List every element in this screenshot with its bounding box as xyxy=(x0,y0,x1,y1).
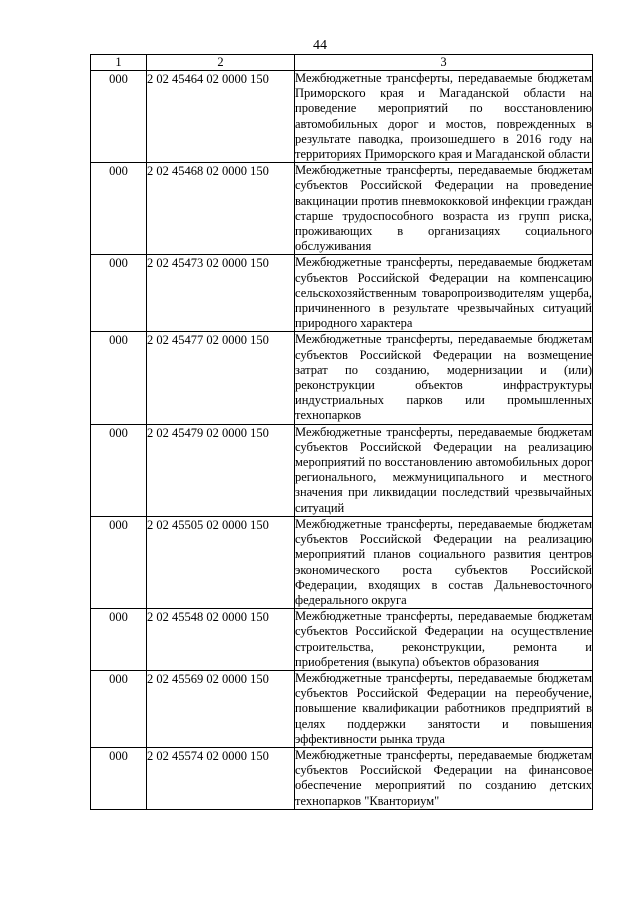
table-row xyxy=(91,424,593,516)
table-row xyxy=(91,747,593,809)
kbk-code-cell: 2 02 45464 02 0000 150 xyxy=(147,71,295,163)
budget-table xyxy=(90,54,593,810)
table-row xyxy=(91,255,593,332)
table-row xyxy=(91,609,593,671)
admin-code-cell: 000 xyxy=(91,516,147,608)
description-cell: Межбюджетные трансферты, передаваемые бюджетам субъектов Российской Федерации на реализацию мероприятий по восстановлению автомобильных дорог регионального, межмуниципального и местного значения при ликвидации последствий чрезвычайных ситуаций xyxy=(295,424,592,515)
description-cell: Межбюджетные трансферты, передаваемые бюджетам субъектов Российской Федерации на реализацию мероприятий планов социального развития центров экономического роста субъектов Российской Федерации, входящих в состав Дальневосточного федерального округа xyxy=(295,516,592,607)
kbk-code-cell: 2 02 45477 02 0000 150 xyxy=(147,332,295,424)
admin-code-cell: 000 xyxy=(91,424,147,516)
table-header-row xyxy=(91,55,593,71)
kbk-code-cell: 2 02 45473 02 0000 150 xyxy=(147,255,295,332)
header-col-1: 1 xyxy=(91,55,147,71)
table-row xyxy=(91,670,593,747)
kbk-code-cell: 2 02 45468 02 0000 150 xyxy=(147,163,295,255)
description-cell: Межбюджетные трансферты, передаваемые бюджетам субъектов Российской Федерации на проведение вакцинации против пневмококковой инфекции граждан старше трудоспособного возраста из групп риска, проживающих в организациях социального обслуживания xyxy=(295,163,592,254)
header-col-2: 2 xyxy=(147,55,295,71)
admin-code-cell: 000 xyxy=(91,71,147,163)
description-cell: Межбюджетные трансферты, передаваемые бюджетам субъектов Российской Федерации на переобучение, повышение квалификации работников предприятий в целях поддержки занятости и повышения эффективности рынка труда xyxy=(295,670,592,746)
table-row xyxy=(91,332,593,424)
table-row xyxy=(91,516,593,608)
admin-code-cell: 000 xyxy=(91,670,147,747)
kbk-code-cell: 2 02 45574 02 0000 150 xyxy=(147,747,295,809)
description-cell: Межбюджетные трансферты, передаваемые бюджетам субъектов Российской Федерации на компенсацию сельскохозяйственным товаропроизводителям ущерба, причиненного в результате чрезвычайных ситуаций природного характера xyxy=(295,255,592,331)
admin-code-cell: 000 xyxy=(91,747,147,809)
admin-code-cell: 000 xyxy=(91,609,147,671)
kbk-code-cell: 2 02 45569 02 0000 150 xyxy=(147,670,295,747)
admin-code-cell: 000 xyxy=(91,332,147,424)
description-cell: Межбюджетные трансферты, передаваемые бюджетам субъектов Российской Федерации на осуществление строительства, реконструкции, ремонта и приобретения (выкупа) объектов образования xyxy=(295,609,592,669)
table-row xyxy=(91,71,593,163)
page-number: 44 xyxy=(313,38,327,53)
kbk-code-cell: 2 02 45505 02 0000 150 xyxy=(147,516,295,608)
table-row xyxy=(91,163,593,255)
description-cell: Межбюджетные трансферты, передаваемые бюджетам субъектов Российской Федерации на возмещение затрат по созданию, модернизации и (или) реконструкции объектов инфраструктуры индустриальных парков или промышленных технопарков xyxy=(295,332,592,423)
kbk-code-cell: 2 02 45548 02 0000 150 xyxy=(147,609,295,671)
admin-code-cell: 000 xyxy=(91,163,147,255)
admin-code-cell: 000 xyxy=(91,255,147,332)
header-col-3: 3 xyxy=(295,55,593,71)
description-cell: Межбюджетные трансферты, передаваемые бюджетам субъектов Российской Федерации на финансовое обеспечение мероприятий по созданию детских технопарков "Кванториум" xyxy=(295,747,592,808)
kbk-code-cell: 2 02 45479 02 0000 150 xyxy=(147,424,295,516)
description-cell: Межбюджетные трансферты, передаваемые бюджетам Приморского края и Магаданской области на проведение мероприятий по восстановлению автомобильных дорог и мостов, поврежденных в результате паводка, произошедшего в 2016 году на территориях Приморского края и Магаданской области xyxy=(295,71,592,162)
